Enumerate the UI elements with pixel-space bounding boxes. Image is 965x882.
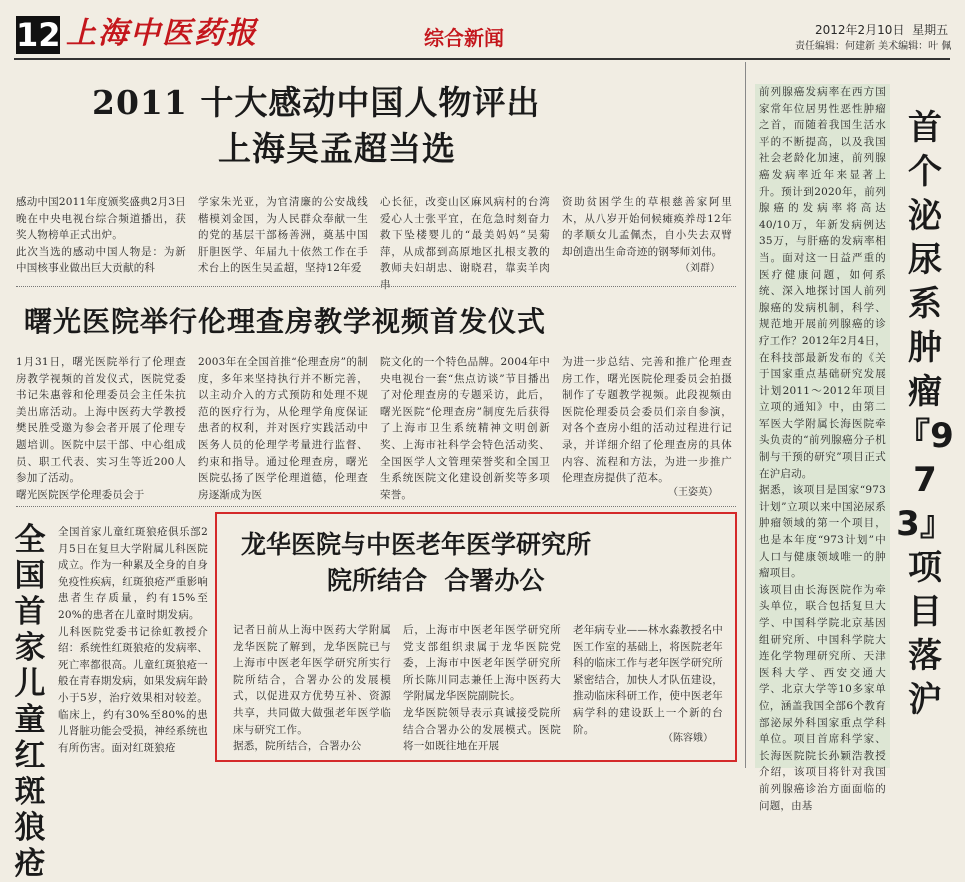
sidebar-divider xyxy=(745,62,746,768)
article-longhua-col-1: 记者日前从上海中医药大学附属龙华医院了解到，龙华医院已与上海市中医老年医学研究所实行院所结合，合署办公的发展模式，以促进双方优势互补、资源共享，共同做大做强老年医学临床与研究工作。 据悉，院所结合，合署办公 xyxy=(233,624,391,753)
divider-1 xyxy=(16,286,736,287)
article-lupus-headline: 全国首家儿童红斑狼疮 xyxy=(14,522,46,882)
article-973-headline: 首个泌尿系肿瘤『973』项目落沪 xyxy=(896,108,954,720)
masthead-rule xyxy=(14,58,950,60)
page-number-badge xyxy=(16,16,60,54)
article-ethics-col-4: 为进一步总结、完善和推广伦理查房工作，曙光医院伦理委员会拍摄制作了专题教学视频。此段视频由医院伦理委员会委员们亲自参演，对各个查房小组的活动过程进行记录，并详细介绍了伦理查房的具体内容、流程和方法，为进一步推广伦理查房提供了范本。 xyxy=(562,356,732,485)
editors-line: 责任编辑：何建新 美术编辑：叶 佩 xyxy=(795,41,952,52)
article-ethics-col-3: 院文化的一个特色品牌。2004年中央电视台一套“焦点访谈”节目播出了对伦理查房的专题采访，此后，曙光医院“伦理查房”制度先后获得了上海市卫生系统精神文明创新奖、上海市社科学会特色活动奖、全国医学人文管理荣誉奖和全国卫生系统医院文化建设创新奖等多项荣誉。 xyxy=(380,356,550,501)
article-awards-col-1: 感动中国2011年度颁奖盛典2月3日晚在中央电视台综合频道播出，获奖人物榜单正式出炉。 此次当选的感动中国人物是：为新中国核事业做出巨大贡献的科 xyxy=(16,196,186,275)
article-ethics-col-2: 2003年在全国首推“伦理查房”的制度，多年来坚持执行并不断完善，以主动介入的方式预防和处理不规范的医疗行为，从伦理学角度保证患者的权利，并对医疗实践活动中医务人员的伦理学考量进行监督、约束和指导。通过伦理查房，曙光医院弘扬了医学伦理道德，伦理查房逐渐成为医 xyxy=(198,356,368,501)
paper-name: 上海中医药报 xyxy=(66,16,258,51)
article-973-sidebar xyxy=(745,62,965,812)
article-awards xyxy=(0,62,745,292)
article-973-text: 前列腺癌发病率在西方国家常年位居男性恶性肿瘤之首，而随着我国生活水平的不断提高，以及我国社会老龄化加速，前列腺癌发病率近年来显著上升。预计到2020年，前列腺癌的发病率将高达40/10万，年新发病例达35万，与肝癌的发病率相当。面对这一日益严重的医疗健康问题，如何系统、深入地探讨国人前列腺癌的发病机制，科学、规范地开展前列腺癌的诊疗工作？2012年2月4日，在科技部最新发布的《关于国家重点基础研究发展计划2011～2012年项目立项的通知》中，由第二军医大学附属长海医院牵头负责的“前列腺癌分子机制与干预的研究”项目正式在沪启动。 据悉，该项目是国家“973计划”立项以来中国泌尿系肿瘤领域的第一个项目，也是本年度“973计划”中人口与健康领域唯一的肿瘤项目。 该项目由长海医院作为牵头单位，联合包括复旦大学、中国科学院北京基因组研究所、中国科学院大连化学物理研究所、天津医科大学、西安交通大学、北京大学等10多家单位，涵盖我国全部6个教育部泌尿外科国家重点学科单位。项目首席科学家、长海医院院长孙颖浩教授介绍，该项目将针对我国前列腺癌诊治方面面临的问题，由基 xyxy=(755,84,890,768)
weekday-text: 星期五 xyxy=(912,23,949,37)
article-longhua-byline: （陈容娥） xyxy=(663,733,713,744)
article-awards-col-3: 心长征，改变山区麻风病村的台湾爱心人士张平宜，在危急时刻奋力救下坠楼婴儿的“最美妈妈”吴菊萍，从成都到高原地区扎根支教的教师夫妇胡忠、谢晓君，靠卖羊肉串 xyxy=(380,196,550,291)
article-lupus xyxy=(0,512,215,882)
article-awards-col-4: 资助贫困学生的草根慈善家阿里木，从八岁开始伺候瘫痪养母12年的孝顺女儿孟佩杰，自小失去双臂却创造出生命奇迹的钢琴师刘伟。 xyxy=(562,196,732,258)
article-longhua-box xyxy=(215,512,737,762)
issue-date xyxy=(815,22,948,38)
article-ethics-col-1: 1月31日，曙光医院举行了伦理查房教学视频的首发仪式，医院党委书记朱惠蓉和伦理委员会主任朱抗美出席活动。上海中医药大学教授樊民胜受邀为参会者开展了伦理专题培训。医院中层干部、中心组成员、职工代表、实习生等近200人参加了活动。 曙光医院医学伦理委员会于 xyxy=(16,356,186,501)
article-ethics-headline: 曙光医院举行伦理查房教学视频首发仪式 xyxy=(24,305,547,338)
article-awards-headline-1: 2011 十大感动中国人物评出 xyxy=(92,83,541,122)
article-ethics-byline: （王姿英） xyxy=(668,487,718,498)
article-ethics xyxy=(0,292,745,512)
article-awards-col-2: 学家朱光亚，为官清廉的公安战线楷模刘金国，为人民群众奉献一生的党的基层干部杨善洲，奠基中国肝胆医学、年届九十依然工作在手术台上的医生吴孟超，坚持12年爱 xyxy=(198,196,368,275)
masthead xyxy=(0,0,965,64)
divider-2 xyxy=(16,506,736,507)
article-awards-headline-2: 上海吴孟超当选 xyxy=(218,129,456,168)
article-longhua-col-3: 老年病专业——林水淼教授名中医工作室的基础上，将医院老年科的临床工作与老年医学研究所紧密结合，加快人才队伍建设，推动临床科研工作，使中医老年病学科的建设跃上一个新的台阶。 xyxy=(573,624,723,736)
article-longhua-headline-1: 龙华医院与中医老年医学研究所 xyxy=(241,530,592,559)
page-number: 12 xyxy=(16,16,61,54)
date-text: 2012年2月10日 xyxy=(815,23,905,37)
article-lupus-text: 全国首家儿童红斑狼疮俱乐部2月5日在复旦大学附属儿科医院成立。作为一种累及全身的自身免疫性疾病，红斑狼疮严重影响患者生存质量，约有15%至20%的患者在儿童时期发病。 儿科医院党委书记徐虹教授介绍：系统性红斑狼疮的发病率、死亡率都很高。儿童红斑狼疮一般在青春期发病，如果发病年龄小于5岁，治疗效果相对较差。临床上，约有30%至80%的患儿肾脏功能会受损，神经系统也有所伤害。面对红斑狼疮 xyxy=(58,526,208,754)
article-longhua-headline-2: 院所结合 合署办公 xyxy=(327,566,545,595)
article-awards-byline: （刘群） xyxy=(680,263,720,274)
section-label: 综合新闻 xyxy=(424,26,504,50)
article-longhua-col-2: 后，上海市中医老年医学研究所党支部组织隶属于龙华医院党委，上海市中医老年医学研究所所长陈川同志兼任上海中医药大学附属龙华医院副院长。 龙华医院领导表示真诚接受院所结合合署办公的发展模式。医院将一如既往地在开展 xyxy=(403,624,561,753)
